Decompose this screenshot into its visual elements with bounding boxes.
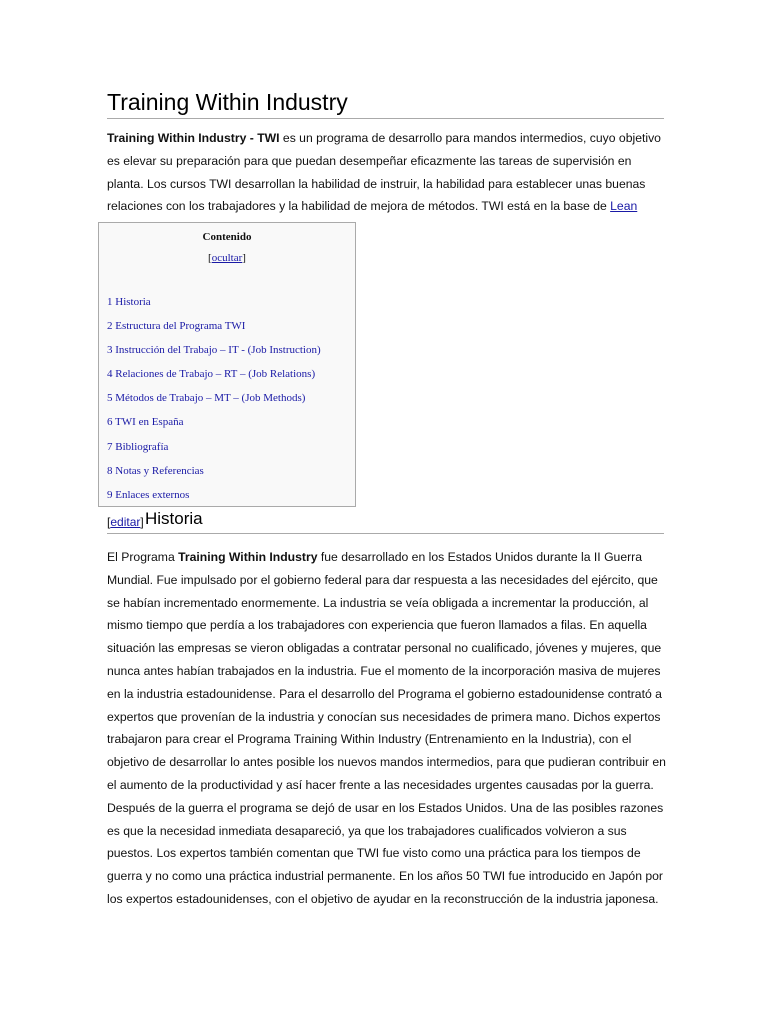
- toc-item-relaciones[interactable]: 4 Relaciones de Trabajo – RT – (Job Relations): [107, 368, 316, 381]
- edit-link[interactable]: editar: [110, 515, 141, 529]
- historia-bold: Training Within Industry: [178, 550, 318, 564]
- edit-bracket-open: [: [107, 515, 111, 529]
- edit-bracket-close: ]: [140, 515, 144, 529]
- toc-toggle: [99, 252, 355, 264]
- historia-rest: fue desarrollado en los Estados Unidos durante la II Guerra Mundial. Fue impulsado por el gobierno federal para dar respuesta a las necesidades del ejército, que se habían incrementado enormemente. La industria se veía obligada a incrementar la producción, al mismo tiempo que perdía a los trabajadores con experiencia que fueron llamados a filas. En aquella situación las empresas se vieron obligadas a contratar personal no cualificado, jóvenes y mujeres, que nunca antes habían trabajados en la industria. Fue el momento de la incorporación masiva de mujeres en la industria estadounidense. Para el desarrollo del Programa el gobierno estadounidense contrató a expertos que provenían de la industria y conocían sus necesidades de primera mano. Dichos expertos trabajaron para crear el Programa Training Within Industry (Entrenamiento en la Industria), con el objetivo de desarrollar lo antes posible los nuevos mandos intermedios, para que pudieran contribuir en el aumento de la productividad y así hacer frente a las necesidades urgentes causadas por la guerra. Después de la guerra el programa se dejó de usar en los Estados Unidos. Una de las posibles razones es que la necesidad inmediata desapareció, ya que los trabajadores cualificados volvieron a sus puestos. Los expertos también comentan que TWI fue visto como una práctica para los tiempos de guerra y no como una práctica industrial permanente. En los años 50 TWI fue introducido en Japón por los expertos estadounidenses, con el objetivo de ayudar en la reconstrucción de la industria japonesa.: [107, 550, 666, 906]
- section-heading-historia: [107, 508, 664, 534]
- section-title: Historia: [145, 509, 203, 528]
- toc-bracket-open: [: [208, 252, 212, 264]
- edit-section: [107, 515, 144, 529]
- toc-item-instruccion[interactable]: 3 Instrucción del Trabajo – IT - (Job Instruction): [107, 344, 321, 357]
- toc-title: Contenido: [202, 231, 252, 243]
- toc-list: [107, 290, 321, 507]
- lean-manufacturing-link[interactable]: Lean: [610, 199, 638, 214]
- intro-bold-lead: Training Within Industry - TWI: [107, 131, 280, 145]
- toc-item-metodos[interactable]: 5 Métodos de Trabajo – MT – (Job Methods): [107, 392, 306, 405]
- toc-item-historia[interactable]: 1 Historia: [107, 296, 151, 308]
- toc-bracket-close: ]: [242, 252, 246, 264]
- toc-item-notas[interactable]: 8 Notas y Referencias: [107, 464, 204, 477]
- toc-hide-link[interactable]: ocultar: [211, 252, 243, 264]
- toc-item-estructura[interactable]: 2 Estructura del Programa TWI: [107, 320, 246, 333]
- historia-start: El Programa: [107, 550, 179, 564]
- historia-paragraph: [107, 546, 667, 911]
- page-title: Training Within Industry: [107, 86, 664, 119]
- table-of-contents: [98, 222, 356, 507]
- intro-text: es un programa de desarrollo para mandos intermedios, cuyo objetivo es elevar su preparación para que puedan desempeñar eficazmente las tareas de supervisión en planta. Los cursos TWI desarrollan la habilidad de instruir, la habilidad para establecer unas buenas relaciones con los trabajadores y la habilidad de mejora de métodos. TWI está en la base de: [107, 131, 661, 214]
- toc-item-twi-espana[interactable]: 6 TWI en España: [107, 416, 184, 429]
- toc-item-enlaces[interactable]: 9 Enlaces externos: [107, 488, 190, 501]
- toc-item-bibliografia[interactable]: 7 Bibliografía: [107, 440, 169, 453]
